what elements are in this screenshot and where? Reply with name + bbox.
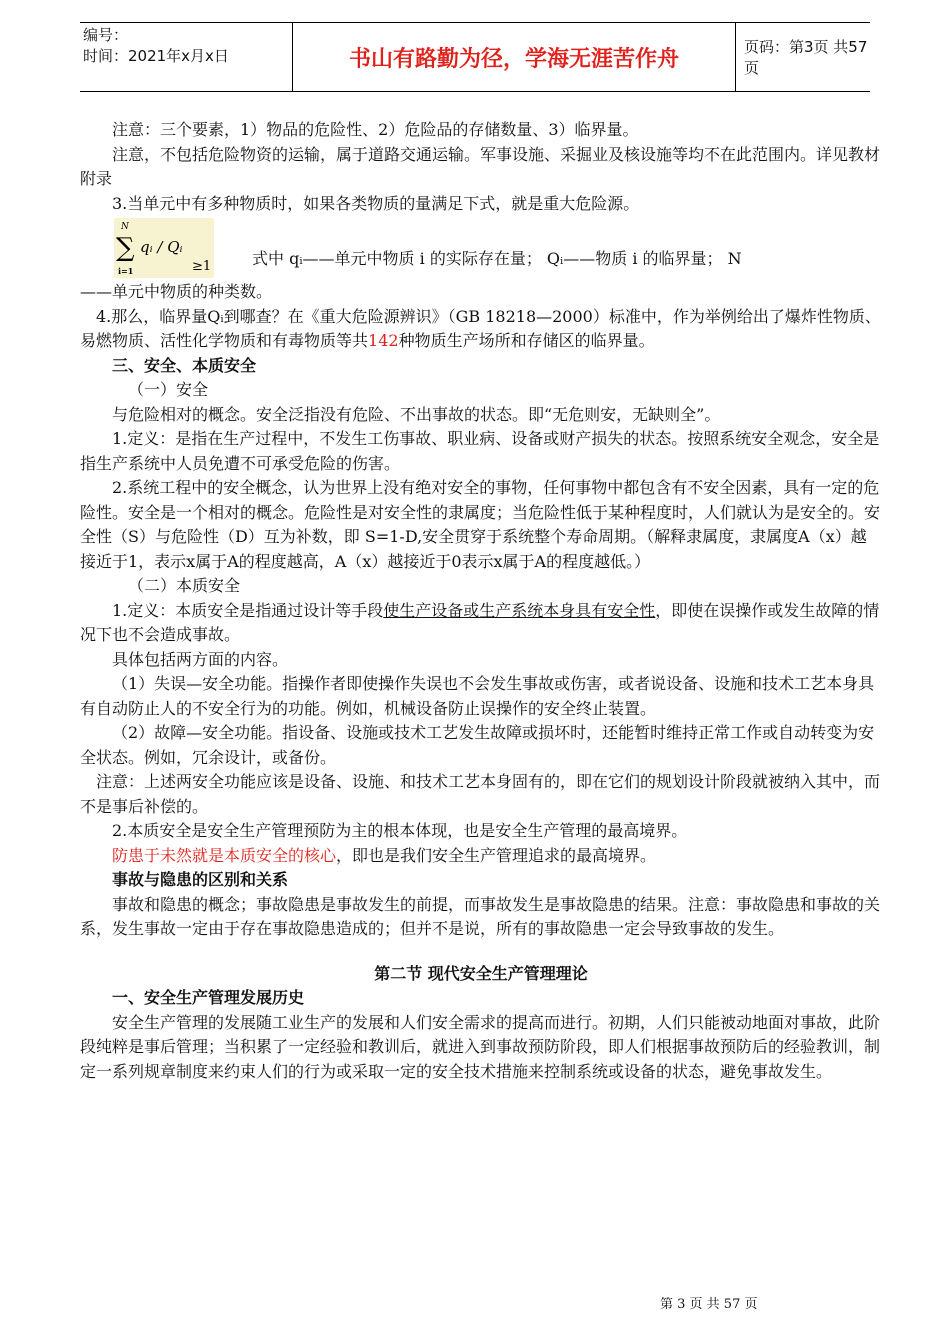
safety-intro: 与危险相对的概念。安全泛指没有危险、不出事故的状态。即“无危则安，无缺则全”。: [112, 404, 721, 424]
core-tail: ，即也是我们安全生产管理追求的最高境界。: [336, 845, 657, 865]
formula-image: [114, 218, 214, 278]
header-motto: 书山有路勤为径，学海无涯苦作舟: [292, 23, 736, 91]
safety-definition: 1.定义：是指在生产过程中，不发生工伤事故、职业病、设备或财产损失的状态。按照系统安全观念，安全是指生产系统中人员免遭不可承受危险的伤害。: [80, 429, 880, 473]
note-inherent: 注意：上述两安全功能应该是设备、设施、和技术工艺本身固有的，即在它们的规划设计阶段就被纳入其中，而不是事后补偿的。: [80, 772, 881, 816]
formula-term: qᵢ / Qᵢ: [140, 238, 183, 256]
formula-lower: i=1: [118, 266, 134, 276]
accident-hazard-paragraph: 事故和隐患的概念；事故隐患是事故发生的前提，而事故发生是事故隐患的结果。注意：事故隐患和事故的关系，发生事故一定由于存在事故隐患造成的；但并不是说，所有的事故隐患一定会导致事故的发生。: [80, 894, 881, 938]
time-label: 时间：2021年x月x日: [83, 47, 229, 65]
critical-quantity-tail: 种物质生产场所和存储区的临界量。: [398, 331, 655, 350]
multi-substance-rule: 3.当单元中有多种物质时，如果各类物质的量满足下式，就是重大危险源。: [112, 193, 640, 213]
critical-quantity-text: 4.那么，临界量Qᵢ到哪查？在《重大危险源辨识》（GB 18218—2000）标准中，作为举例给出了爆炸性物质、易燃物质、活性化学物质和有毒物质等共: [80, 306, 881, 350]
heading-accident-hazard: 事故与隐患的区别和关系: [112, 870, 289, 889]
page-header: [80, 22, 870, 92]
heading-history: 一、安全生产管理发展历史: [112, 988, 305, 1007]
heading-safety: 三、安全、本质安全: [112, 355, 257, 375]
header-meta: [83, 23, 291, 91]
header-page-info: 页码：第3页 共57页: [744, 38, 868, 77]
intrinsic-def-tail: ，即使在误操作或发生故障的情况下也不会造成事故。: [80, 600, 880, 644]
intrinsic-def-text: 1.定义：本质安全是指通过设计等手段: [112, 600, 384, 620]
formula-caption: 式中 qᵢ——单元中物质 i 的实际存在量； Qᵢ——物质 i 的临界量； N: [252, 249, 742, 268]
number-label: 编号：: [83, 26, 129, 44]
formula-sigma: ∑: [116, 233, 135, 263]
note-exclusions: 注意，不包括危险物资的运输，属于道路交通运输。军事设施、采掘业及核设施等均不在此范围内。详见教材附录: [80, 144, 881, 188]
history-paragraph: 安全生产管理的发展随工业生产的发展和人们安全需求的提高而进行。初期，人们只能被动地面对事故，此阶段纯粹是事后管理；当积累了一定经验和教训后，就进入到事故预防阶段，即人们根据事故预防后的经验教训，制定一系列规章制度来约束人们的行为或采取一定的安全技术措施来控制系统或设备的状态，避免事故发生。: [80, 1012, 881, 1081]
critical-quantity-paragraph: [80, 305, 882, 354]
section-two-title: 第二节 现代安全生产管理理论: [374, 963, 588, 983]
safety-system-concept: 2.系统工程中的安全概念，认为世界上没有绝对安全的事物，任何事物中都包含有不安全因素，具有一定的危险性。安全是一个相对的概念。危险性是对安全性的隶属度；当危险性低于某种程度时，人们就认为是安全的。安全性（S）与危险性（D）互为补数，即 S=1-D,安全贯穿于系统整个寿命周期。（解释隶属度，隶属度A（x）越接近于1，表示x属于A的程度越高，A（x）越接近于0表示x属于A的程度越低。）: [80, 478, 881, 571]
core-red-text: 防患于未然就是本质安全的核心: [112, 845, 337, 865]
formula-caption-continued: ——单元中物质的种类数。: [80, 282, 273, 301]
intrinsic-safety-highest: 2.本质安全是安全生产管理预防为主的根本体现，也是安全生产管理的最高境界。: [112, 821, 688, 840]
critical-quantity-count: 142: [368, 331, 399, 350]
fail-safe-error: （1）失误—安全功能。指操作者即使操作失误也不会发生事故或伤害，或者说设备、设施和技术工艺本身具有自动防止人的不安全行为的功能。例如，机械设备防止误操作的安全终止装置。: [80, 674, 875, 718]
intrinsic-safety-core: [80, 844, 882, 869]
subheading-safety: （一）安全: [128, 380, 209, 399]
intrinsic-def-underlined: 使生产设备或生产系统本身具有安全性: [383, 600, 656, 620]
formula-ge: ≥1: [192, 259, 212, 274]
subheading-intrinsic-safety: （二）本质安全: [128, 576, 241, 595]
two-aspects: 具体包括两方面的内容。: [112, 649, 289, 669]
note-three-elements: 注意：三个要素，1）物品的危险性、2）危险品的存储数量、3）临界量。: [112, 120, 639, 139]
fail-safe-fault: （2）故障—安全功能。指设备、设施或技术工艺发生故障或损坏时，还能暂时维持正常工作或自动转变为安全状态。例如，冗余设计，或备份。: [80, 723, 875, 767]
intrinsic-safety-definition: [80, 599, 882, 648]
formula-row: [80, 216, 882, 280]
formula-upper: N: [121, 222, 129, 232]
document-body: [80, 118, 882, 1084]
page-footer: 第 3 页 共 57 页: [660, 1297, 758, 1312]
